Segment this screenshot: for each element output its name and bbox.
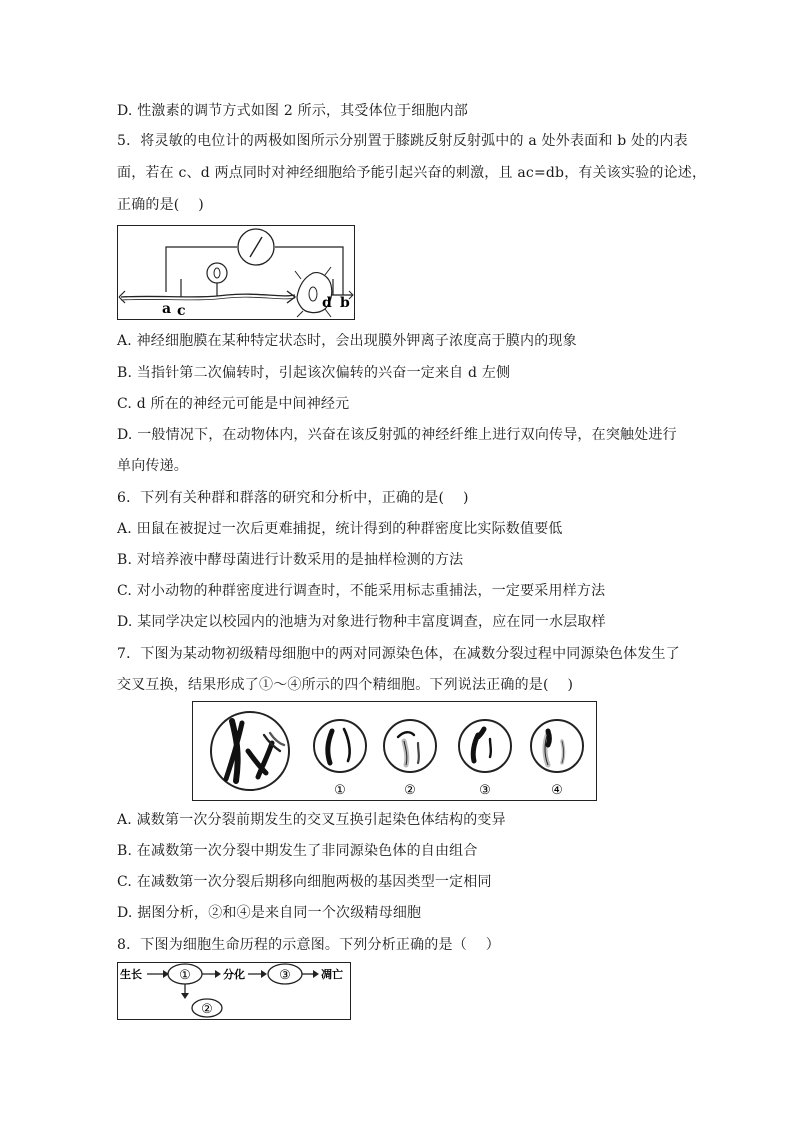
q7-option-a: A. 减数第一次分裂前期发生的交叉互换引起染色体结构的变异 bbox=[117, 812, 506, 828]
node-1-label: ① bbox=[179, 968, 191, 983]
q5-option-d-line1: D. 一般情况下，在动物体内，兴奋在该反射弧的神经纤维上进行双向传导，在突触处进行 bbox=[117, 427, 677, 443]
q6-option-c: C. 对小动物的种群密度进行调查时，不能采用标志重捕法，一定要采用样方法 bbox=[117, 583, 606, 599]
label-growth: 生长 bbox=[120, 968, 142, 981]
q6-option-d: D. 某同学决定以校园内的池塘为对象进行物种丰富度调查，应在同一水层取样 bbox=[117, 614, 606, 630]
nerve-fiber-1 bbox=[121, 294, 295, 297]
label-apoptosis: 凋亡 bbox=[321, 968, 343, 981]
q5-option-a: A. 神经细胞膜在某种特定状态时，会出现膜外钾离子浓度高于膜内的现象 bbox=[117, 333, 577, 349]
synapse-arrow-icon bbox=[287, 291, 295, 303]
q5-option-b: B. 当指针第二次偏转时，引起该次偏转的兴奋一定来自 d 左侧 bbox=[117, 365, 511, 381]
sperm-cell-1 bbox=[314, 720, 366, 772]
q7-chromosome-figure bbox=[192, 701, 597, 801]
label-d: d bbox=[322, 295, 332, 311]
cell4-chromosome-a-top bbox=[548, 731, 550, 745]
q5-option-c: C. d 所在的神经元可能是中间神经元 bbox=[117, 396, 350, 412]
cell-1-label: ① bbox=[334, 783, 346, 798]
arrow-head-4 bbox=[313, 970, 319, 978]
q8-stem: 8．下图为细胞生命历程的示意图。下列分析正确的是（ ） bbox=[117, 937, 500, 953]
q6-stem: 6．下列有关种群和群落的研究和分析中，正确的是( ) bbox=[117, 490, 469, 506]
q5-stem-line3: 正确的是( ) bbox=[117, 197, 204, 213]
label-b: b bbox=[340, 295, 350, 311]
q7-option-b: B. 在减数第一次分裂中期发生了非同源染色体的自由组合 bbox=[117, 843, 478, 859]
node-2-label: ② bbox=[201, 1002, 213, 1017]
q5-stem-line2: 面，若在 c、d 两点同时对神经细胞给予能引起兴奋的刺激，且 ac=db，有关该实验的论述， bbox=[117, 165, 707, 181]
q5-stem-line1: 5．将灵敏的电位计的两极如图所示分别置于膝跳反射反射弧中的 a 处外表面和 b 处的内表 bbox=[117, 133, 688, 149]
cell3-chromosome-b bbox=[490, 739, 491, 757]
arrow-head-2 bbox=[215, 970, 221, 978]
q7-option-d: D. 据图分析，②和④是来自同一个次级精母细胞 bbox=[117, 905, 422, 921]
nerve-fiber-1b bbox=[121, 297, 295, 300]
arrow-head-3 bbox=[261, 970, 267, 978]
q7-stem-line2: 交叉互换，结果形成了①～④所示的四个精细胞。下列说法正确的是( ) bbox=[117, 677, 574, 693]
label-a: a bbox=[162, 301, 172, 317]
q7-option-c: C. 在减数第一次分裂后期移向细胞两极的基因类型一定相同 bbox=[117, 874, 492, 890]
label-c: c bbox=[177, 303, 186, 319]
neuron-body-icon bbox=[207, 263, 227, 283]
sperm-cell-4 bbox=[531, 720, 583, 772]
cell-3-label: ③ bbox=[479, 783, 491, 798]
neuron-d-nucleus bbox=[309, 287, 317, 301]
q8-cell-lifecycle-figure bbox=[117, 962, 351, 1020]
node-3-label: ③ bbox=[279, 968, 291, 983]
q6-option-b: B. 对培养液中酵母菌进行计数采用的是抽样检测的方法 bbox=[117, 552, 464, 568]
q6-option-a: A. 田鼠在被捉过一次后更难捕捉，统计得到的种群密度比实际数值要低 bbox=[117, 521, 563, 537]
q5-option-d-line2: 单向传递。 bbox=[117, 458, 188, 474]
cell-4-label: ④ bbox=[551, 783, 563, 798]
q5-reflex-arc-figure bbox=[117, 225, 355, 320]
sperm-cell-2 bbox=[384, 720, 436, 772]
q4-option-d: D. 性激素的调节方式如图 2 所示，其受体位于细胞内部 bbox=[117, 103, 469, 119]
cell2-chromosome-b bbox=[418, 743, 419, 763]
arrow-head-down bbox=[181, 993, 189, 999]
cell-2-label: ② bbox=[404, 783, 416, 798]
q7-stem-line1: 7．下图为某动物初级精母细胞中的两对同源染色体，在减数分裂过程中同源染色体发生了 bbox=[117, 646, 680, 662]
label-differentiation: 分化 bbox=[223, 968, 245, 981]
